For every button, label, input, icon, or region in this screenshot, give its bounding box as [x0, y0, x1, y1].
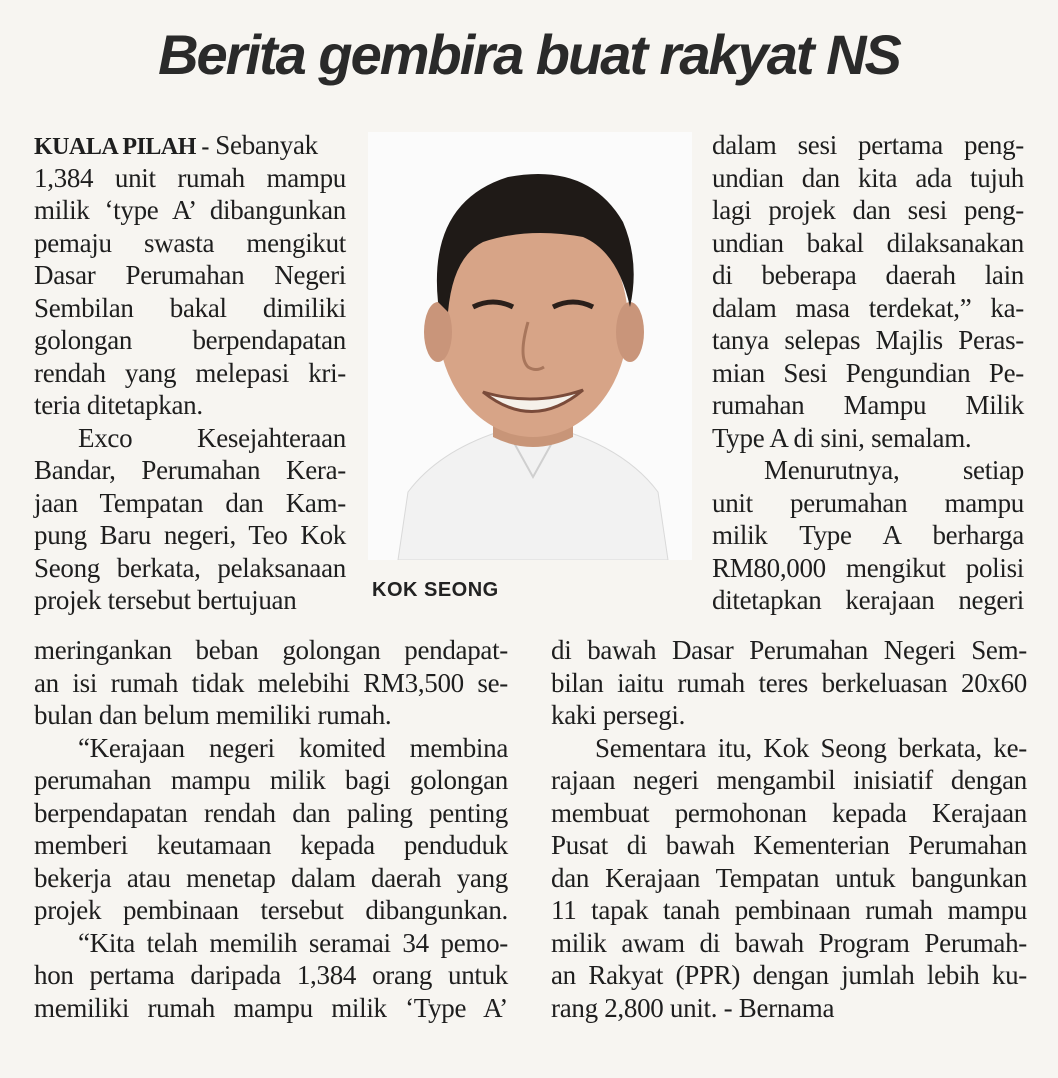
headline: Berita gembira buat rakyat NS	[158, 23, 900, 86]
article-line: memberi keutamaan kepada penduduk	[34, 830, 508, 860]
portrait-photo	[368, 132, 692, 560]
article-column-left-top	[34, 129, 346, 617]
article-line: an Rakyat (PPR) dengan jumlah lebih ku-	[551, 960, 1027, 990]
article-line	[34, 129, 346, 162]
article-line: Sembilan bakal dimiliki	[34, 292, 346, 323]
portrait-image	[368, 132, 692, 560]
article-line: lagi projek dan sesi peng-	[712, 195, 1024, 225]
article-line: Sementara itu, Kok Seong berkata, ke-	[595, 732, 1027, 763]
article-line: “Kerajaan negeri komited membina	[78, 732, 508, 763]
article-line: milik Type A berharga	[712, 520, 1024, 550]
article-line: golongan berpendapatan	[34, 325, 346, 355]
article-column-left-bottom	[34, 634, 508, 1024]
article-line: 1,384 unit rumah mampu	[34, 162, 346, 193]
article-line: bulan dan belum memiliki rumah.	[34, 700, 392, 730]
article-line: 11 tapak tanah pembinaan rumah mampu	[551, 895, 1027, 925]
article-line: undian bakal dilaksanakan	[712, 227, 1024, 258]
article-column-right-bottom	[551, 634, 1027, 1024]
article-line: Bandar, Perumahan Kera-	[34, 455, 346, 485]
article-line: Menurutnya, setiap	[764, 455, 1024, 485]
article-line: dalam masa terdekat,” ka-	[712, 292, 1024, 323]
article-line: “Kita telah memilih seramai 34 pemo-	[78, 927, 508, 958]
article-line: projek tersebut bertujuan	[34, 585, 297, 615]
article-line: jaan Tempatan dan Kam-	[34, 487, 346, 518]
article-line: hon pertama daripada 1,384 orang untuk	[34, 960, 508, 990]
article-line: milik ‘type A’ dibangunkan	[34, 195, 346, 225]
article-line: rumahan Mampu Milik	[712, 390, 1024, 420]
article-line: tanya selepas Majlis Peras-	[712, 325, 1024, 355]
article-line: berpendapatan rendah dan paling penting	[34, 797, 508, 828]
article-line: an isi rumah tidak melebihi RM3,500 se-	[34, 667, 508, 698]
article-line: meringankan beban golongan pendapat-	[34, 635, 508, 665]
article-line: Pusat di bawah Kementerian Perumahan	[551, 830, 1027, 860]
article-line: unit perumahan mampu	[712, 487, 1024, 518]
article-line: membuat permohonan kepada Kerajaan	[551, 797, 1027, 828]
article-line-text: Sebanyak	[208, 130, 318, 160]
article-line: rajaan negeri mengambil inisiatif dengan	[551, 765, 1027, 795]
photo-caption: KOK SEONG	[372, 579, 499, 601]
article-line: Dasar Perumahan Negeri	[34, 260, 346, 290]
dateline: KUALA PILAH -	[34, 134, 209, 160]
article-line: projek pembinaan tersebut dibangunkan.	[34, 895, 508, 925]
article-line: pung Baru negeri, Teo Kok	[34, 520, 346, 550]
article-line: rang 2,800 unit. - Bernama	[551, 992, 835, 1023]
article-line: undian dan kita ada tujuh	[712, 162, 1024, 193]
article-line: Type A di sini, semalam.	[712, 422, 972, 453]
article-line: dalam sesi pertama peng-	[712, 130, 1024, 160]
article-line: Exco Kesejahteraan	[78, 422, 346, 453]
article-line: kaki persegi.	[551, 700, 686, 730]
article-line: ditetapkan kerajaan negeri	[712, 585, 1024, 615]
article-line: rendah yang melepasi kri-	[34, 357, 346, 388]
article-line: dan Kerajaan Tempatan untuk bangunkan	[551, 862, 1027, 893]
article-line: di beberapa daerah lain	[712, 260, 1024, 290]
article-line: bilan iaitu rumah teres berkeluasan 20x60	[551, 667, 1027, 698]
article-line: Seong berkata, pelaksanaan	[34, 552, 346, 583]
article-line: memiliki rumah mampu milik ‘Type A’	[34, 992, 508, 1023]
article-line: RM80,000 mengikut polisi	[712, 552, 1024, 583]
article-column-right-top	[712, 129, 1024, 617]
article-line: teria ditetapkan.	[34, 390, 203, 420]
article-line: bekerja atau menetap dalam daerah yang	[34, 862, 508, 893]
article-line: di bawah Dasar Perumahan Negeri Sem-	[551, 635, 1027, 665]
article-line: mian Sesi Pengundian Pe-	[712, 357, 1024, 388]
article-line: milik awam di bawah Program Perumah-	[551, 927, 1027, 958]
article-line: pemaju swasta mengikut	[34, 227, 346, 258]
article-line: perumahan mampu milik bagi golongan	[34, 765, 508, 795]
